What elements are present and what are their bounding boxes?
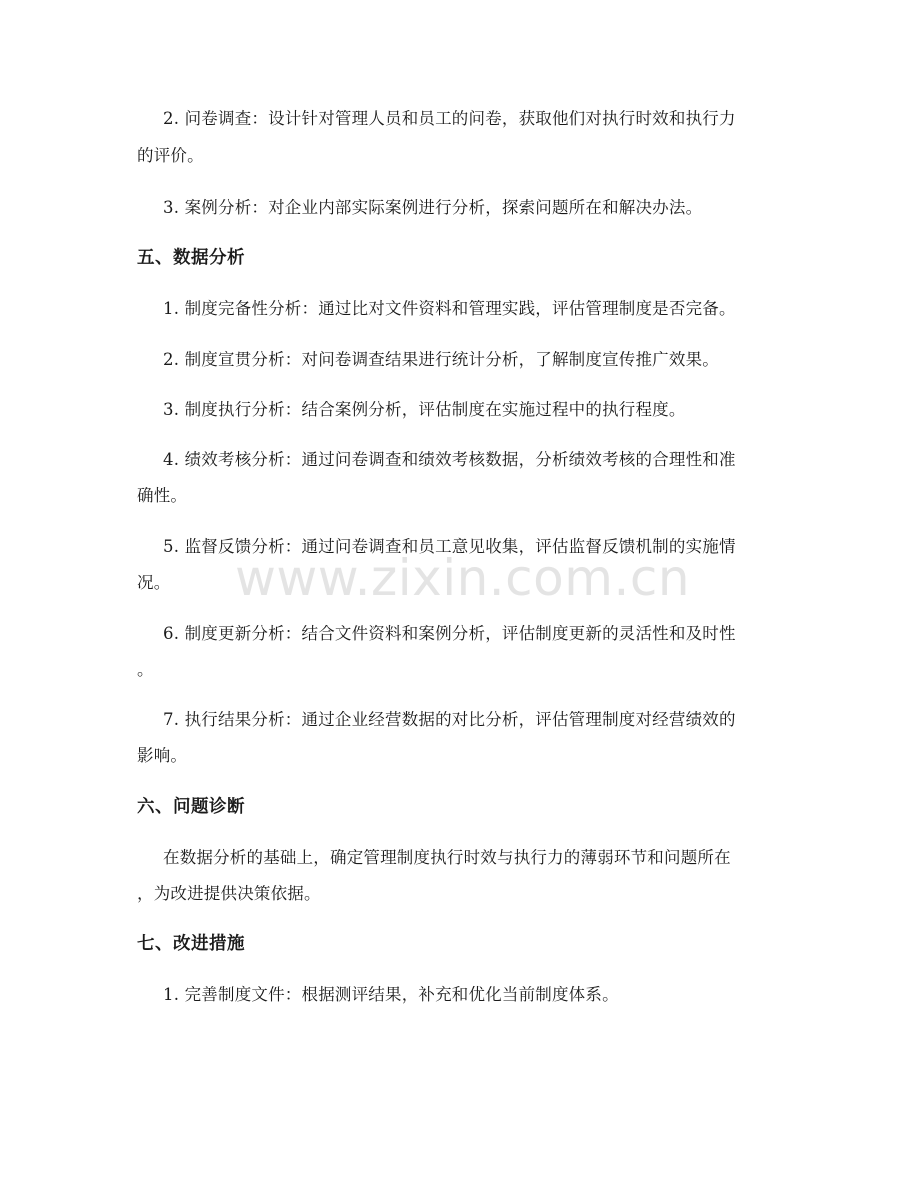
paragraph-line: 3. 案例分析：对企业内部实际案例进行分析，探索问题所在和解决办法。 <box>163 198 703 217</box>
paragraph-line: 。 <box>137 660 154 679</box>
section-heading: 五、数据分析 <box>137 248 245 268</box>
paragraph-line: 2. 制度宣贯分析：对问卷调查结果进行统计分析，了解制度宣传推广效果。 <box>163 350 719 369</box>
paragraph-line: 1. 完善制度文件：根据测评结果，补充和优化当前制度体系。 <box>163 985 619 1004</box>
paragraph-line: 5. 监督反馈分析：通过问卷调查和员工意见收集，评估监督反馈机制的实施情 <box>163 537 736 556</box>
paragraph-line: 3. 制度执行分析：结合案例分析，评估制度在实施过程中的执行程度。 <box>163 400 686 419</box>
paragraph-line: 1. 制度完备性分析：通过比对文件资料和管理实践，评估管理制度是否完备。 <box>163 299 736 318</box>
paragraph-line: 7. 执行结果分析：通过企业经营数据的对比分析，评估管理制度对经营绩效的 <box>163 710 736 729</box>
paragraph-line: ，为改进提供决策依据。 <box>137 884 321 903</box>
paragraph-line: 的评价。 <box>137 146 204 165</box>
watermark-text: www.zixin.com.cn <box>235 549 691 607</box>
paragraph-line: 4. 绩效考核分析：通过问卷调查和绩效考核数据，分析绩效考核的合理性和准 <box>163 450 736 469</box>
paragraph-line: 影响。 <box>137 746 188 765</box>
paragraph-line: 在数据分析的基础上，确定管理制度执行时效与执行力的薄弱环节和问题所在 <box>163 848 731 867</box>
paragraph-line: 况。 <box>137 573 171 592</box>
section-heading: 七、改进措施 <box>137 934 245 954</box>
section-heading: 六、问题诊断 <box>137 797 245 817</box>
paragraph-line: 2. 问卷调查：设计针对管理人员和员工的问卷，获取他们对执行时效和执行力 <box>163 109 736 128</box>
paragraph-line: 6. 制度更新分析：结合文件资料和案例分析，评估制度更新的灵活性和及时性 <box>163 624 736 643</box>
paragraph-line: 确性。 <box>137 486 188 505</box>
